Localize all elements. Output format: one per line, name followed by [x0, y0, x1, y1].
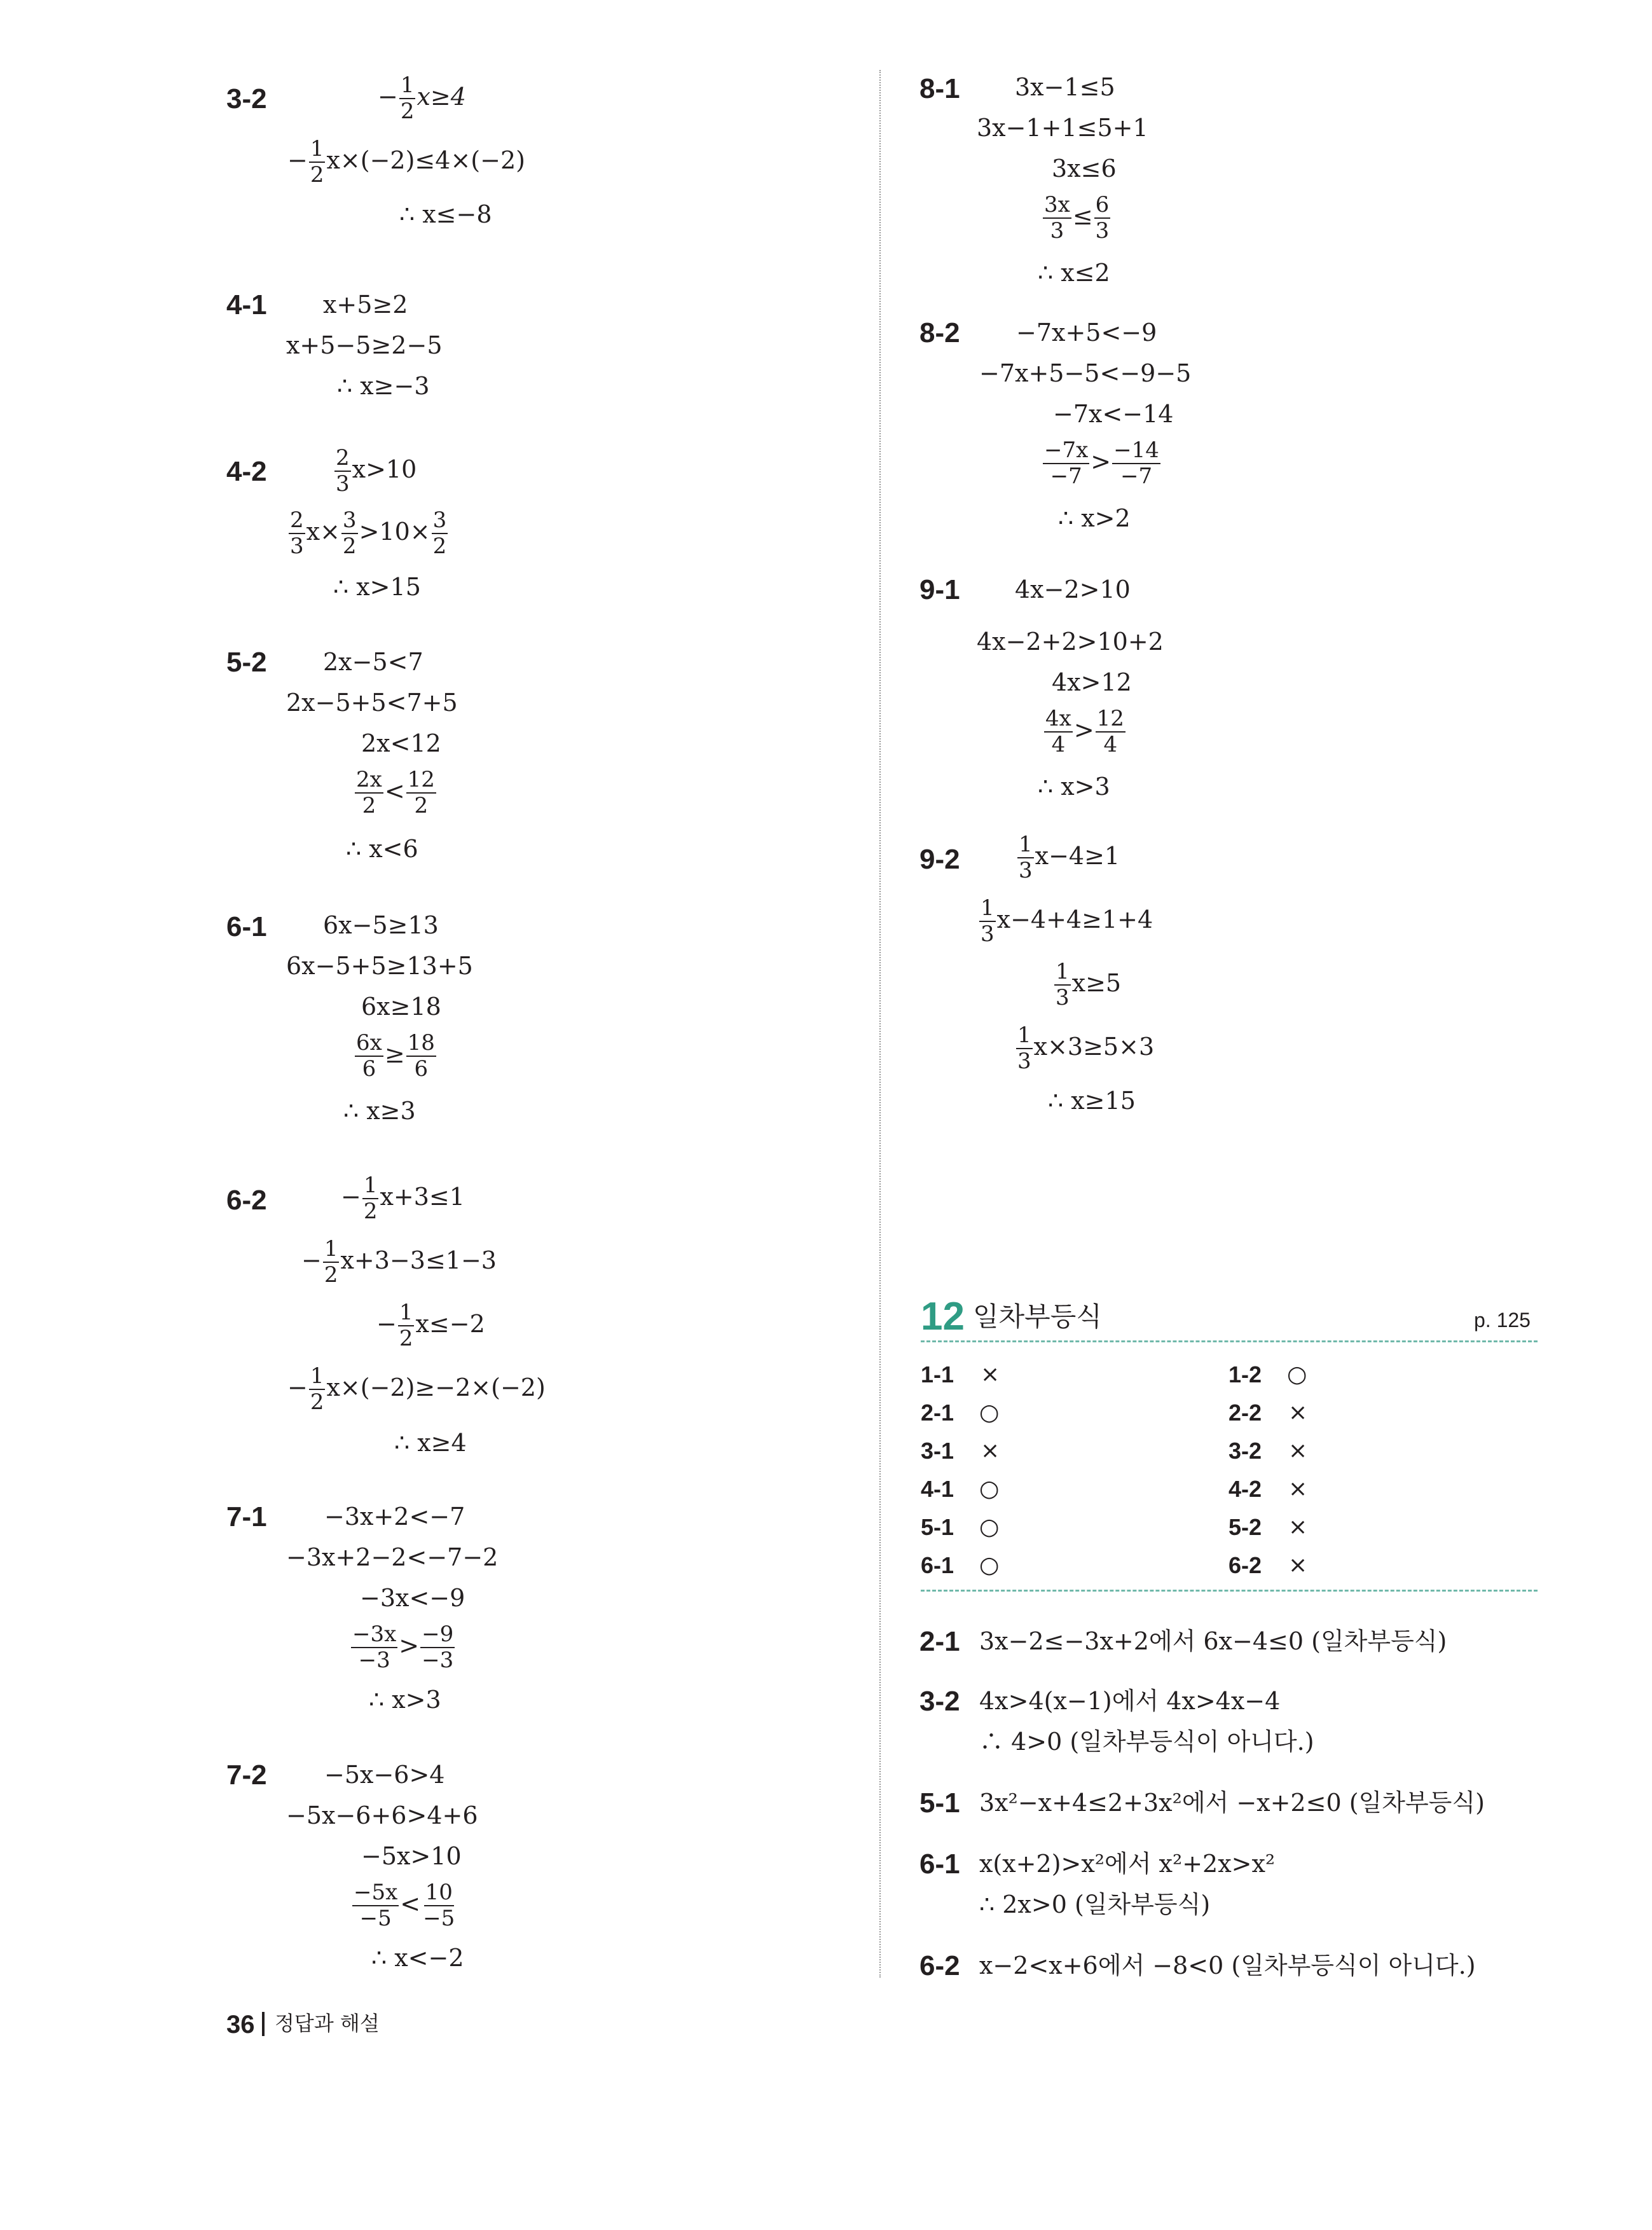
equation-line: $\frac{2}{3}$ x>10: [336, 445, 417, 497]
equation-line: $\frac{2x}{2}$ < $\frac{12}{2}$: [356, 767, 435, 819]
answer-label: 5-2: [1229, 1514, 1262, 1540]
explanation-text: ∴ 4>0 (일차부등식이 아니다.): [979, 1728, 1314, 1756]
problem-label: 8-1: [919, 73, 960, 104]
equation-line: ∴ x<6: [346, 835, 418, 863]
equation-line: 3x−1≤5: [1015, 73, 1115, 101]
answer-mark: ×: [1288, 1476, 1308, 1502]
equation-line: ∴ x≤−8: [399, 200, 492, 228]
equation-line: 4x−2+2>10+2: [977, 628, 1164, 656]
equation-line: −7x+5<−9: [1016, 319, 1157, 347]
answer-label: 4-1: [921, 1476, 954, 1502]
equation-line: $\frac{1}{3}$ x−4+4≥1+4: [981, 895, 1153, 947]
column-divider: [879, 70, 881, 1978]
equation-line: − $\frac{1}{2}$ x≥4: [378, 72, 466, 125]
equation-line: − $\frac{1}{2}$ x+3−3≤1−3: [301, 1236, 497, 1288]
equation-line: $\frac{4x}{4}$ > $\frac{12}{4}$: [1045, 706, 1124, 758]
equation-line: −5x−6+6>4+6: [286, 1801, 478, 1829]
equation-line: 2x−5<7: [323, 648, 423, 676]
problem-label: 3-2: [226, 83, 267, 114]
equation-line: ∴ x>2: [1058, 504, 1131, 532]
explanation-text: x(x+2)>x²에서 x²+2x>x²: [979, 1850, 1276, 1878]
answer-label: 5-1: [921, 1514, 954, 1540]
equation-line: −7x+5−5<−9−5: [979, 359, 1192, 387]
answer-label: 6-2: [1229, 1552, 1262, 1578]
answer-label: 3-1: [921, 1438, 954, 1464]
problem-label: 4-1: [226, 289, 267, 320]
explanation-label: 6-1: [919, 1848, 960, 1880]
equation-line: 4x−2>10: [1015, 575, 1131, 603]
problem-label: 5-2: [226, 647, 267, 678]
equation-line: $\frac{-3x}{-3}$ > $\frac{-9}{-3}$: [352, 1621, 454, 1674]
explanation-label: 6-2: [919, 1950, 960, 1981]
equation-line: 2x<12: [361, 729, 441, 757]
equation-line: $\frac{3x}{3}$ ≤ $\frac{6}{3}$: [1044, 192, 1110, 244]
equation-line: −3x+2−2<−7−2: [286, 1543, 499, 1571]
answer-label: 2-2: [1229, 1400, 1262, 1426]
section-page-ref: p. 125: [1474, 1309, 1531, 1332]
equation-line: ∴ x<−2: [371, 1944, 464, 1972]
explanation-text: x−2<x+6에서 −8<0 (일차부등식이 아니다.): [979, 1951, 1476, 1979]
problem-label: 4-2: [226, 456, 267, 487]
explanation-text: 4x>4(x−1)에서 4x>4x−4: [979, 1687, 1281, 1715]
equation-line: ∴ x≥−3: [337, 372, 430, 400]
equation-line: −5x>10: [361, 1842, 462, 1870]
answer-mark: ○: [1287, 1361, 1307, 1387]
footer-separator: [262, 2012, 265, 2036]
section-number: 12: [921, 1295, 965, 1339]
equation-line: 6x−5≥13: [323, 911, 439, 939]
problem-label: 7-2: [226, 1759, 267, 1791]
equation-line: $\frac{-5x}{-5}$ < $\frac{10}{-5}$: [354, 1880, 455, 1932]
equation-line: ∴ x>3: [1038, 773, 1110, 801]
equation-line: 3x−1+1≤5+1: [977, 114, 1148, 142]
answer-mark: ×: [1288, 1400, 1308, 1426]
equation-line: − $\frac{1}{2}$ x×(−2)≥−2×(−2): [287, 1363, 546, 1415]
equation-line: ∴ x>3: [369, 1686, 441, 1714]
footer-text: 정답과 해설: [275, 2011, 380, 2035]
answer-mark: ×: [981, 1438, 1000, 1464]
equation-line: − $\frac{1}{2}$ x×(−2)≤4×(−2): [287, 136, 525, 188]
equation-line: $\frac{6x}{6}$ ≥ $\frac{18}{6}$: [356, 1030, 435, 1082]
explanation-text: 3x²−x+4≤2+3x²에서 −x+2≤0 (일차부등식): [979, 1789, 1485, 1817]
answer-label: 4-2: [1229, 1476, 1262, 1502]
explanation-text: 3x−2≤−3x+2에서 6x−4≤0 (일차부등식): [979, 1627, 1447, 1655]
equation-line: −5x−6>4: [324, 1761, 445, 1789]
section-title: 일차부등식: [973, 1301, 1102, 1332]
equation-line: −3x+2<−7: [324, 1503, 465, 1531]
equation-line: $\frac{1}{3}$ x≥5: [1056, 959, 1122, 1011]
equation-line: 6x≥18: [361, 993, 441, 1021]
explanation-label: 3-2: [919, 1686, 960, 1717]
answer-mark: ×: [1288, 1514, 1308, 1540]
equation-line: 4x>12: [1052, 668, 1132, 696]
equation-line: 6x−5+5≥13+5: [286, 952, 473, 980]
equation-line: x+5−5≥2−5: [286, 331, 443, 359]
equation-line: $\frac{1}{3}$ x×3≥5×3: [1017, 1022, 1155, 1075]
answer-mark: ○: [979, 1476, 1000, 1502]
problem-label: 9-1: [919, 574, 960, 605]
equation-line: ∴ x≥4: [394, 1429, 467, 1457]
equation-line: −7x<−14: [1053, 400, 1174, 428]
answer-mark: ×: [1288, 1438, 1308, 1464]
answer-mark: ×: [981, 1361, 1000, 1387]
equation-line: 2x−5+5<7+5: [286, 689, 458, 717]
dashed-divider: [921, 1590, 1538, 1592]
equation-line: − $\frac{1}{2}$ x+3≤1: [341, 1173, 465, 1225]
dashed-divider: [921, 1340, 1538, 1342]
equation-line: x+5≥2: [323, 291, 408, 319]
explanation-label: 2-1: [919, 1626, 960, 1657]
answer-mark: ○: [979, 1552, 1000, 1578]
answer-mark: ×: [1288, 1552, 1308, 1578]
problem-label: 8-2: [919, 317, 960, 348]
equation-line: ∴ x≤2: [1038, 259, 1110, 287]
problem-label: 9-2: [919, 844, 960, 875]
problem-label: 6-2: [226, 1185, 267, 1216]
answer-label: 1-2: [1229, 1361, 1262, 1387]
answer-label: 1-1: [921, 1361, 954, 1387]
explanation-label: 5-1: [919, 1787, 960, 1819]
answer-label: 3-2: [1229, 1438, 1262, 1464]
equation-line: $\frac{2}{3}$ x× $\frac{3}{2}$ >10× $\frac{3}{2}$: [290, 507, 447, 560]
explanation-text: ∴ 2x>0 (일차부등식): [979, 1890, 1211, 1918]
answer-label: 6-1: [921, 1552, 954, 1578]
answer-mark: ○: [979, 1400, 1000, 1426]
equation-line: $\frac{1}{3}$ x−4≥1: [1019, 832, 1120, 884]
equation-line: − $\frac{1}{2}$ x≤−2: [376, 1300, 485, 1352]
page-number: 36: [226, 2011, 255, 2039]
problem-label: 6-1: [226, 911, 267, 942]
answer-mark: ○: [979, 1514, 1000, 1540]
equation-line: $\frac{-7x}{-7}$ > $\frac{-14}{-7}$: [1044, 437, 1159, 490]
answer-label: 2-1: [921, 1400, 954, 1426]
equation-line: ∴ x>15: [333, 573, 421, 601]
problem-label: 7-1: [226, 1501, 267, 1532]
equation-line: −3x<−9: [360, 1584, 465, 1612]
equation-line: ∴ x≥15: [1048, 1087, 1136, 1115]
equation-line: 3x≤6: [1052, 155, 1117, 182]
equation-line: ∴ x≥3: [343, 1097, 416, 1125]
